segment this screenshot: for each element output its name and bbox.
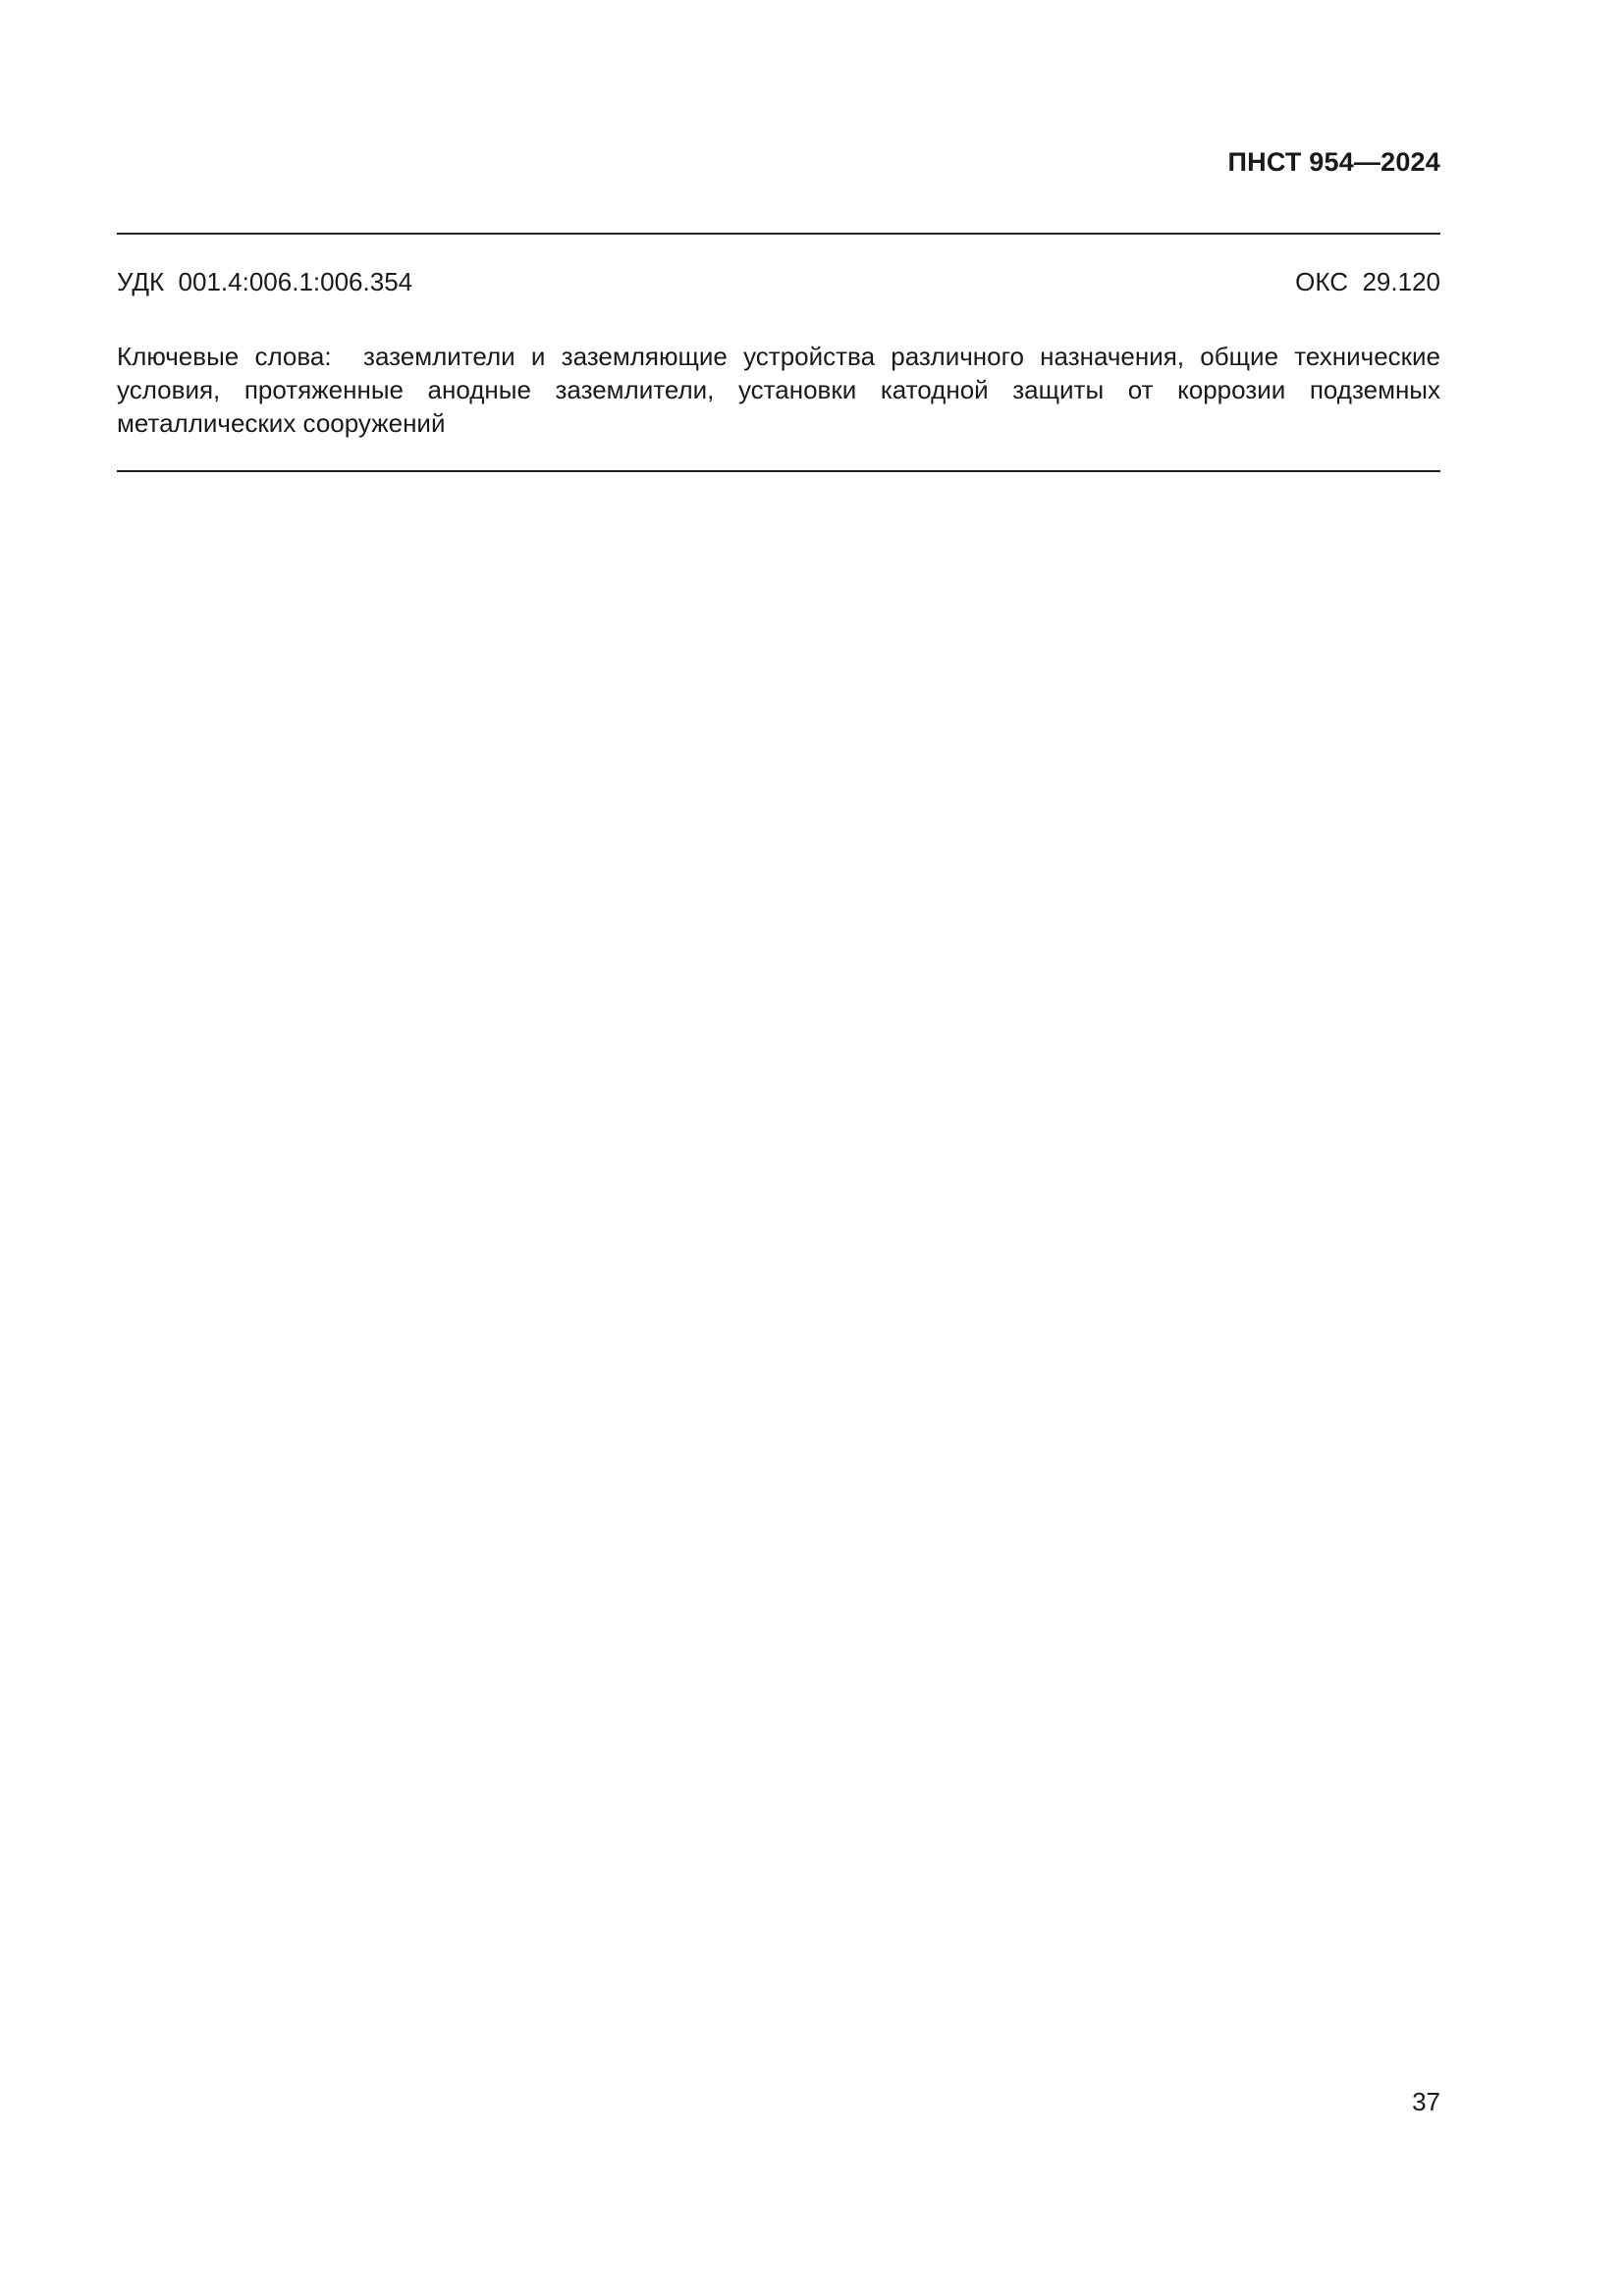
document-id: ПНСТ 954—2024 <box>1227 147 1440 177</box>
page-number: 37 <box>1412 2087 1440 2116</box>
udc-code: УДК 001.4:006.1:006.354 <box>117 267 413 296</box>
keywords-block <box>117 340 1440 440</box>
classification-row <box>117 267 1440 297</box>
top-divider <box>117 233 1440 235</box>
oks-code: ОКС 29.120 <box>1295 267 1440 296</box>
keywords-text: заземлители и заземляющие устройства различного назначения, общие технические условия, протяженные анодные заземлители, установки катодной защиты от коррозии подземных металлических сооружений <box>117 342 1441 438</box>
bottom-divider <box>117 470 1440 472</box>
keywords-label: Ключевые слова: <box>117 342 332 371</box>
